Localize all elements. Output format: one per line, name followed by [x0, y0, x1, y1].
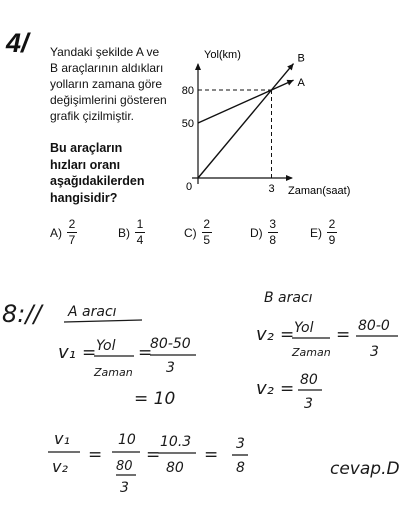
- b-velocity-2: v₂: [256, 378, 274, 399]
- handwritten-solution: [2, 290, 400, 496]
- y-axis-arrow-icon: [195, 63, 201, 70]
- y-tick-label: 80: [181, 85, 194, 97]
- b-numerator-3: 80: [300, 372, 318, 388]
- ratio-denominator: v₂: [52, 457, 68, 476]
- series-label-b: B: [297, 52, 305, 65]
- ratio-d2: 80: [166, 460, 184, 476]
- equals: =: [280, 379, 295, 399]
- numerator: 1: [136, 217, 144, 231]
- y-tick-label: 50: [181, 118, 194, 130]
- denominator: 5: [203, 233, 211, 247]
- x-tick-label: 3: [268, 183, 275, 195]
- b-denominator-2: 3: [370, 344, 379, 360]
- denominator: 8: [269, 233, 277, 247]
- option-label: E): [310, 225, 322, 240]
- b-denominator: Zaman: [292, 346, 331, 359]
- series-line-b: [198, 64, 294, 178]
- a-denominator: Zaman: [94, 366, 133, 379]
- option-label: C): [184, 225, 197, 240]
- ratio-numerator: v₁: [54, 429, 70, 448]
- y-axis-label: Yol(km): [204, 49, 241, 61]
- numerator: 2: [68, 217, 76, 231]
- b-velocity: v₂: [256, 324, 274, 345]
- ratio-d1-den: 3: [120, 480, 129, 496]
- equals: =: [82, 343, 97, 363]
- b-numerator-2: 80-0: [358, 318, 390, 334]
- ratio-n1: 10: [118, 432, 136, 448]
- equals: =: [204, 445, 219, 465]
- graph-axes: [192, 63, 293, 184]
- equals: =: [336, 325, 351, 345]
- question-line: B araçlarının aldıkları: [50, 61, 164, 75]
- option-label: B): [118, 225, 130, 240]
- prompt-line: hızları oranı: [50, 157, 121, 172]
- ratio-d3: 8: [236, 460, 245, 476]
- series-group: [198, 64, 294, 178]
- b-title: B aracı: [264, 290, 313, 306]
- a-numerator-2: 80-50: [150, 336, 191, 352]
- question-line: Yandaki şekilde A ve: [50, 45, 160, 59]
- ratio-n3: 3: [236, 436, 245, 452]
- equals: =: [280, 325, 295, 345]
- question-line: değişimlerini gösteren: [50, 93, 167, 107]
- a-title: A aracı: [68, 304, 117, 320]
- numerator: 2: [328, 217, 336, 231]
- series-line-a: [198, 80, 294, 123]
- x-axis-label: Zaman(saat): [288, 185, 351, 197]
- prompt-line: Bu araçların: [50, 141, 123, 155]
- option-label: D): [250, 225, 263, 240]
- numerator: 2: [203, 217, 211, 231]
- ratio-n2: 10.3: [160, 434, 192, 450]
- answer: cevap.D: [330, 459, 400, 479]
- a-velocity: v₁: [58, 342, 76, 363]
- b-denominator-3: 3: [304, 396, 313, 412]
- denominator: 7: [68, 233, 76, 247]
- equals: =: [138, 343, 153, 363]
- equals: =: [146, 445, 161, 465]
- x-axis-arrow-icon: [286, 175, 293, 181]
- question-number: 4/: [6, 28, 29, 58]
- solution-number: 8://: [2, 300, 42, 328]
- prompt-line: aşağıdakilerden: [50, 174, 145, 188]
- a-numerator: Yol: [96, 338, 116, 354]
- option-label: A): [50, 225, 62, 240]
- a-result: = 10: [134, 389, 176, 409]
- equals: =: [88, 445, 103, 465]
- b-numerator: Yol: [294, 320, 314, 336]
- denominator: 9: [328, 233, 336, 247]
- denominator: 4: [136, 233, 144, 247]
- numerator: 3: [269, 217, 277, 231]
- question-line: yolların zamana göre: [50, 77, 163, 91]
- ratio-d1-num: 80: [116, 459, 133, 474]
- series-label-a: A: [297, 77, 305, 90]
- a-denominator-2: 3: [166, 360, 175, 376]
- question-line: grafik çizilmiştir.: [50, 109, 135, 123]
- a-title-underline: [64, 320, 142, 322]
- prompt-line: hangisidir?: [50, 190, 118, 205]
- origin-label: 0: [186, 181, 193, 193]
